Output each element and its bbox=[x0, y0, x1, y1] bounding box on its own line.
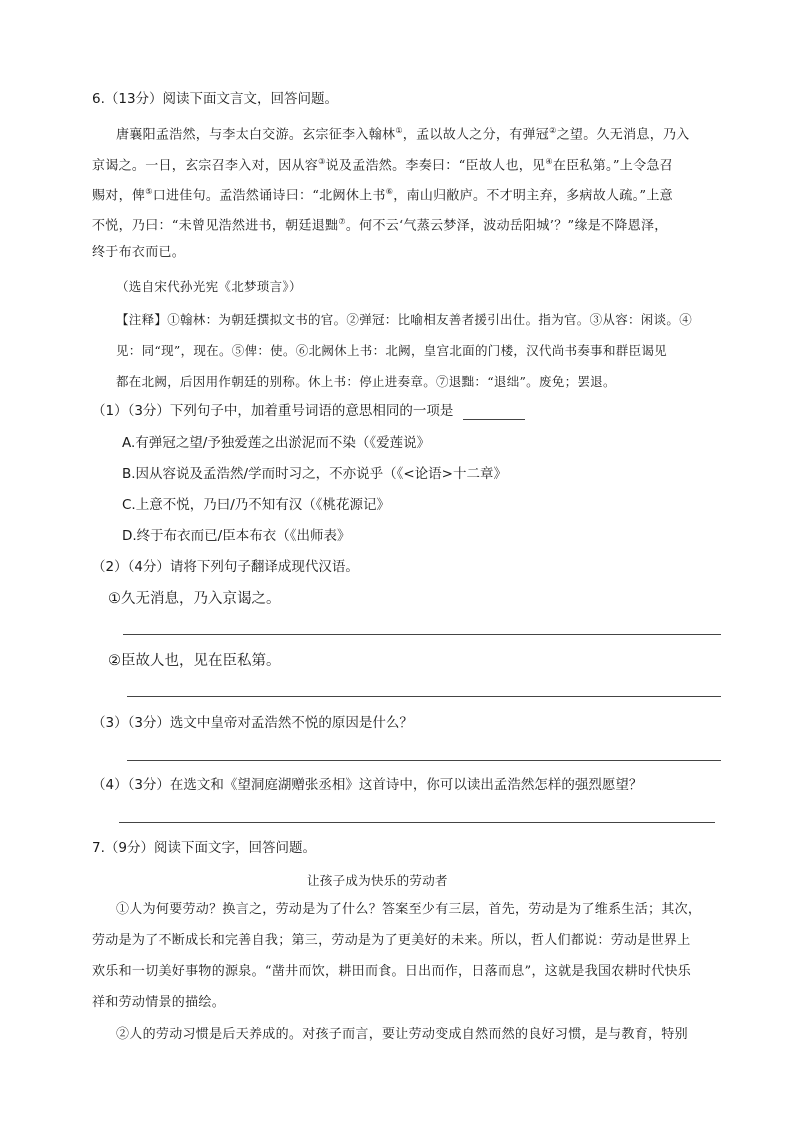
passage-text: ，南山归敝庐。不才明主弃，多病故人疏。”上意 bbox=[393, 188, 673, 204]
article-para2-line-1: ②人的劳动习惯是后天养成的。对孩子而言，要让劳动变成自然而然的良好习惯，是与教育，特别 bbox=[116, 1027, 688, 1042]
note-marker: ③ bbox=[318, 157, 326, 166]
answer-line-3[interactable] bbox=[127, 760, 721, 761]
answer-line-2[interactable] bbox=[127, 696, 721, 697]
q7-heading: 7.（9分）阅读下面文字，回答问题。 bbox=[92, 840, 316, 856]
passage-text: 赐对，俾 bbox=[92, 188, 146, 204]
sub4-question: （4）（3分）在选文和《望洞庭湖赠张丞相》这首诗中，你可以读出孟浩然怎样的强烈愿望？ bbox=[92, 777, 643, 793]
passage-text: 京谒之。一日，玄宗召李入对，因从容 bbox=[92, 158, 319, 174]
article-para1-line-3: 欢乐和一切美好事物的源泉。“凿井而饮，耕田而食。日出而作，日落而息”，这就是我国农耕时代快乐 bbox=[92, 964, 692, 979]
passage-line-4 bbox=[92, 213, 668, 235]
passage-text: 。何不云‘气蒸云梦泽，波动岳阳城’？”缘是不降恩泽， bbox=[345, 218, 668, 234]
note-marker: ⑦ bbox=[338, 217, 346, 226]
sub1-question bbox=[92, 402, 525, 420]
option-b: B.因从容说及孟浩然/学而时习之，不亦说乎（《<论语>十二章》 bbox=[122, 466, 507, 482]
notes-line-1: 【注释】①翰林：为朝廷撰拟文书的官。②弹冠：比喻相友善者援引出仕。指为官。③从容：闲谈。④ bbox=[116, 312, 693, 327]
note-marker: ② bbox=[549, 126, 557, 135]
passage-text: 在臣私第。”上令急召 bbox=[552, 158, 673, 174]
passage-line-1 bbox=[116, 122, 690, 144]
notes-line-2: 见：同“现”，现在。⑤俾：使。⑥北阙休上书：北阙，皇宫北面的门楼，汉代尚书奏事和群臣谒见 bbox=[116, 343, 667, 358]
sub1-question-text: （1）（3分）下列句子中，加着重号词语的意思相同的一项是 bbox=[92, 403, 454, 419]
passage-text: 唐襄阳孟浩然，与李太白交游。玄宗征李入翰林 bbox=[116, 127, 396, 143]
option-c: C.上意不悦，乃曰/乃不知有汉（《桃花源记》 bbox=[122, 497, 391, 513]
passage-text: 说及孟浩然。李奏曰：“臣故人也，见 bbox=[325, 158, 546, 174]
passage-line-2 bbox=[92, 153, 673, 175]
passage-line-5: 终于布衣而已。 bbox=[92, 245, 186, 260]
passage-line-3 bbox=[92, 183, 673, 205]
note-marker: ⑥ bbox=[385, 187, 394, 196]
note-marker: ④ bbox=[545, 157, 553, 166]
sub2-item-2: ②臣故人也，见在臣私第。 bbox=[108, 653, 281, 669]
article-title: 让孩子成为快乐的劳动者 bbox=[307, 873, 448, 888]
note-marker: ① bbox=[395, 126, 403, 135]
answer-blank[interactable] bbox=[463, 405, 525, 420]
answer-line-4[interactable] bbox=[119, 822, 715, 823]
article-para1-line-1: ①人为何要劳动？换言之，劳动是为了什么？答案至少有三层，首先，劳动是为了维系生活；其次， bbox=[116, 902, 702, 917]
option-d: D.终于布衣而已/臣本布衣（《出师表》 bbox=[122, 528, 351, 544]
passage-text: 不悦，乃曰：“未曾见浩然进书，朝廷退黜 bbox=[92, 218, 339, 234]
article-para1-line-4: 祥和劳动情景的描绘。 bbox=[92, 995, 226, 1010]
sub2-question: （2）（4分）请将下列句子翻译成现代汉语。 bbox=[92, 559, 359, 575]
q6-heading: 6.（13分）阅读下面文言文，回答问题。 bbox=[92, 91, 339, 107]
notes-line-3: 都在北阙，后因用作朝廷的别称。休上书：停止进奏章。⑦退黜：“退绌”。废免；罢退。 bbox=[116, 374, 616, 389]
option-a: A.有弹冠之望/予独爱莲之出淤泥而不染（《爱莲说》 bbox=[122, 435, 431, 451]
passage-source: （选自宋代孙光宪《北梦琐言》） bbox=[116, 279, 302, 294]
sub3-question: （3）（3分）选文中皇帝对孟浩然不悦的原因是什么？ bbox=[92, 715, 413, 731]
article-para1-line-2: 劳动是为了不断成长和完善自我；第三，劳动是为了更美好的未来。所以，哲人们都说：劳动是世界上 bbox=[92, 933, 691, 948]
passage-text: 之望。久无消息，乃入 bbox=[556, 127, 690, 143]
passage-text: 口进佳句。孟浩然诵诗曰：“北阙休上书 bbox=[152, 188, 386, 204]
answer-line-1[interactable] bbox=[123, 634, 721, 635]
sub2-item-1: ①久无消息，乃入京谒之。 bbox=[108, 591, 281, 607]
passage-text: ，孟以故人之分，有弹冠 bbox=[402, 127, 550, 143]
note-marker: ⑤ bbox=[145, 187, 153, 196]
